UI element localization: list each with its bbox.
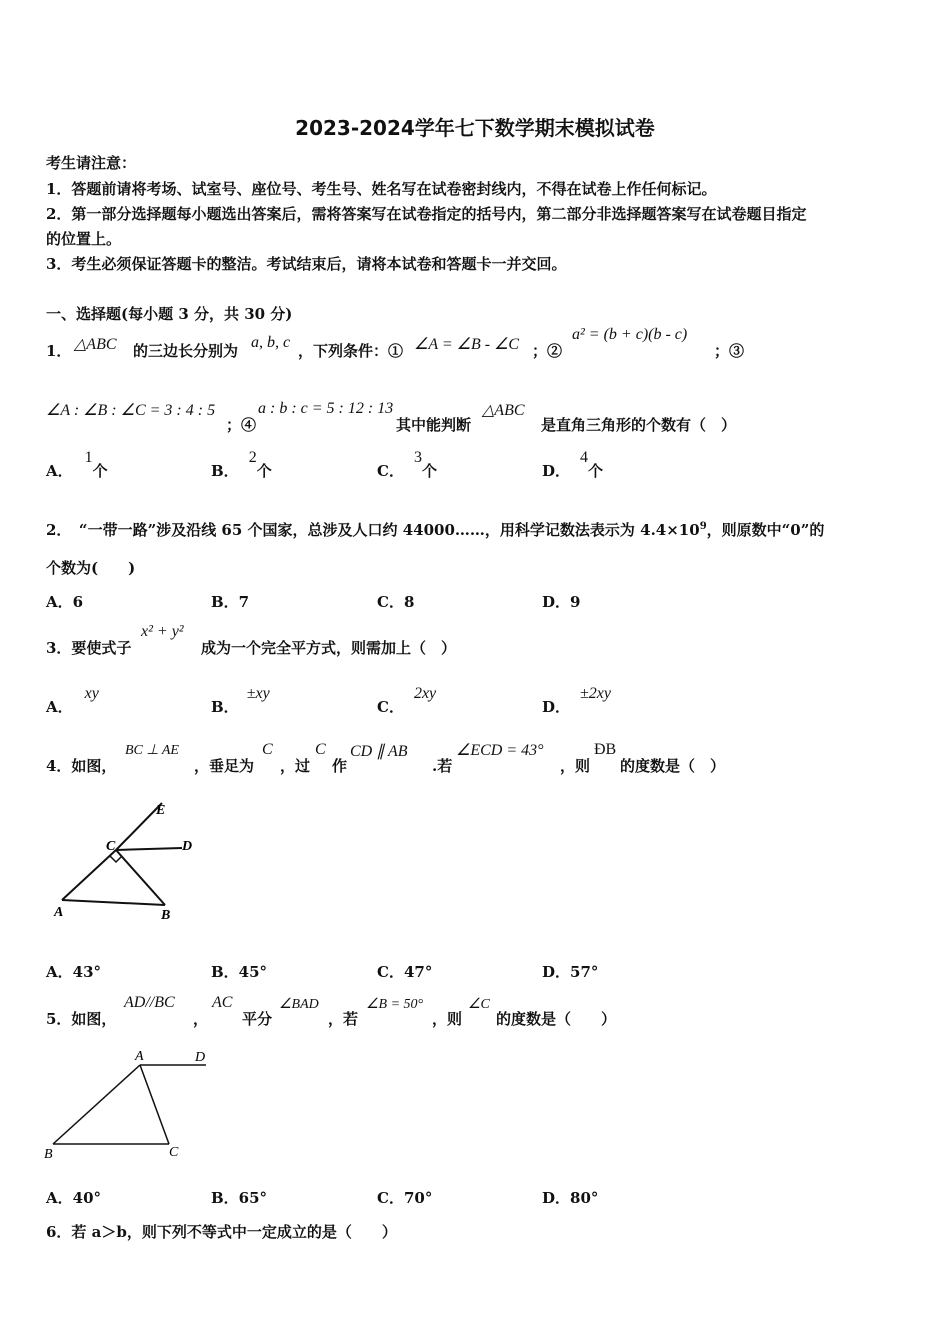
option-value: ±xy (246, 685, 270, 702)
option-unit: 个 (421, 462, 437, 480)
q4-option-a[interactable]: A．43° (46, 963, 102, 981)
option-label: D． (542, 698, 571, 716)
q4-expr-3: C (315, 741, 326, 758)
label-a: A (135, 1049, 144, 1064)
q1-condition-4: a : b : c = 5 : 12 : 13 (258, 400, 394, 417)
q5-expr-5: ∠C (468, 997, 490, 1012)
q3-expression: x² + y² (141, 623, 184, 640)
q2-option-d[interactable]: D．9 (542, 593, 581, 611)
q1-number: 1． (46, 342, 72, 360)
line-ac (140, 1065, 169, 1144)
label-d: D (195, 1050, 206, 1065)
option-unit: 个 (588, 462, 604, 480)
q1-triangle: △ABC (74, 336, 117, 353)
q1-option-c[interactable] (377, 449, 437, 481)
q4-text-5: .若 (432, 757, 453, 775)
q2-option-b[interactable]: B．7 (211, 593, 250, 611)
q3-option-c[interactable] (377, 685, 437, 717)
option-value: 1 (84, 449, 93, 466)
q4-text-3: ，过 (280, 757, 311, 775)
option-value: 3 (413, 449, 422, 466)
q5-text-4: ，若 (328, 1010, 359, 1028)
section-heading: 一、选择题(每小题 3 分，共 30 分) (46, 305, 293, 323)
q1-triangle-2: △ABC (482, 402, 525, 419)
option-label: D． (542, 462, 571, 480)
q2-exponent: 9 (699, 521, 707, 532)
q4-figure (46, 792, 226, 927)
q1-text-1: 的三边长分别为 (133, 342, 239, 360)
label-c: C (169, 1145, 179, 1160)
label-c: C (106, 839, 116, 854)
q2-text-line-2: 个数为( ) (46, 559, 136, 577)
notice-item-1: 1．答题前请将考场、试室号、座位号、考生号、姓名写在试卷密封线内，不得在试卷上作任何标记。 (46, 180, 717, 198)
q1-text-2: ，下列条件：① (298, 342, 404, 360)
q5-option-c[interactable]: C．70° (377, 1189, 433, 1207)
q5-option-b[interactable]: B．65° (211, 1189, 268, 1207)
q1-condition-3: ∠A : ∠B : ∠C = 3 : 4 : 5 (46, 402, 216, 419)
option-label: A． (46, 698, 73, 716)
option-label: C． (377, 698, 404, 716)
q4-text-4: 作 (332, 757, 348, 775)
q4-option-b[interactable]: B．45° (211, 963, 268, 981)
q5-text-2: ， (193, 1010, 209, 1028)
option-value: 2xy (413, 685, 437, 702)
right-angle-mark (110, 856, 122, 862)
notice-item-2b: 的位置上。 (46, 230, 122, 248)
q1-text-6: 其中能判断 (396, 416, 472, 434)
q1-option-a[interactable] (46, 449, 108, 481)
q5-figure (40, 1044, 220, 1166)
q2-text-end: ，则原数中“0”的 (706, 521, 825, 539)
page-title: 2023-2024学年七下数学期末模拟试卷 (295, 116, 655, 140)
line-cd (116, 848, 182, 850)
line-ca (62, 850, 116, 900)
label-d: D (182, 839, 193, 854)
q1-option-b[interactable] (211, 449, 272, 481)
q4-option-d[interactable]: D．57° (542, 963, 599, 981)
q1-text-7: 是直角三角形的个数有（ ） (541, 416, 737, 434)
q5-text-6: 的度数是（ ） (496, 1010, 617, 1028)
q2-option-c[interactable]: C．8 (377, 593, 415, 611)
q3-option-a[interactable] (46, 685, 99, 717)
option-label: C． (377, 462, 404, 480)
q4-text-2: ，垂足为 (194, 757, 255, 775)
q4-expr-1: BC ⊥ AE (125, 743, 179, 758)
q1-text-4: ；③ (714, 342, 745, 360)
option-label: B． (211, 698, 239, 716)
q3-option-b[interactable] (211, 685, 270, 717)
q3-text-2: 成为一个完全平方式，则需加上（ ） (201, 639, 457, 657)
option-label: B． (211, 462, 239, 480)
label-b: B (44, 1147, 53, 1162)
q1-abc: a, b, c (251, 334, 291, 351)
q1-text-3: ；② (532, 342, 563, 360)
q5-option-d[interactable]: D．80° (542, 1189, 599, 1207)
q5-text-5: ，则 (432, 1010, 463, 1028)
q4-expr-4: CD ∥ AB (350, 743, 408, 760)
q4-text-7: 的度数是（ ） (620, 757, 726, 775)
q5-expr-4: ∠B = 50° (366, 997, 424, 1012)
label-b: B (161, 908, 171, 923)
q2-text-main: 2． “一带一路”涉及沿线 65 个国家，总涉及人口约 44000……，用科学记数法表示为 4.4×10 (46, 521, 700, 539)
q4-expr-5: ∠ECD = 43° (456, 742, 544, 759)
q5-expr-1: AD//BC (124, 994, 175, 1011)
q5-text-3: 平分 (242, 1010, 273, 1028)
option-value: 4 (580, 449, 589, 466)
notice-item-2a: 2．第一部分选择题每小题选出答案后，需将答案写在试卷指定的括号内，第二部分非选择题答案写在试卷题目指定 (46, 205, 807, 223)
notice-item-3: 3．考生必须保证答题卡的整洁。考试结束后，请将本试卷和答题卡一并交回。 (46, 255, 567, 273)
option-unit: 个 (256, 462, 272, 480)
q2-text-line-1 (46, 519, 824, 540)
q2-option-a[interactable]: A．6 (46, 593, 84, 611)
q4-text-6: ，则 (560, 757, 591, 775)
q4-expr-6: ÐB (594, 741, 617, 758)
label-a: A (54, 905, 64, 920)
q1-text-5: ；④ (226, 416, 257, 434)
q3-option-d[interactable] (542, 685, 611, 717)
q5-expr-3: ∠BAD (279, 997, 319, 1012)
line-ab (53, 1065, 140, 1144)
q1-condition-1: ∠A = ∠B - ∠C (414, 336, 520, 353)
notice-heading: 考生请注意： (46, 154, 137, 172)
q5-text-1: 5．如图， (46, 1010, 117, 1028)
label-e: E (156, 803, 166, 818)
option-value: 2 (248, 449, 257, 466)
q4-text-1: 4．如图， (46, 757, 117, 775)
option-value: xy (84, 685, 99, 702)
option-unit: 个 (92, 462, 108, 480)
q4-option-c[interactable]: C．47° (377, 963, 433, 981)
line-cb (116, 850, 165, 905)
line-ab (62, 900, 165, 905)
option-label: A． (46, 462, 73, 480)
q5-option-a[interactable]: A．40° (46, 1189, 102, 1207)
option-value: ±2xy (580, 685, 611, 702)
q1-condition-2: a² = (b + c)(b - c) (572, 326, 688, 343)
q1-option-d[interactable] (542, 449, 604, 481)
q4-expr-2: C (262, 741, 273, 758)
q6-text: 6．若 a＞b，则下列不等式中一定成立的是（ ） (46, 1223, 397, 1241)
q5-expr-2: AC (212, 994, 233, 1011)
q3-text-1: 3．要使式子 (46, 639, 132, 657)
